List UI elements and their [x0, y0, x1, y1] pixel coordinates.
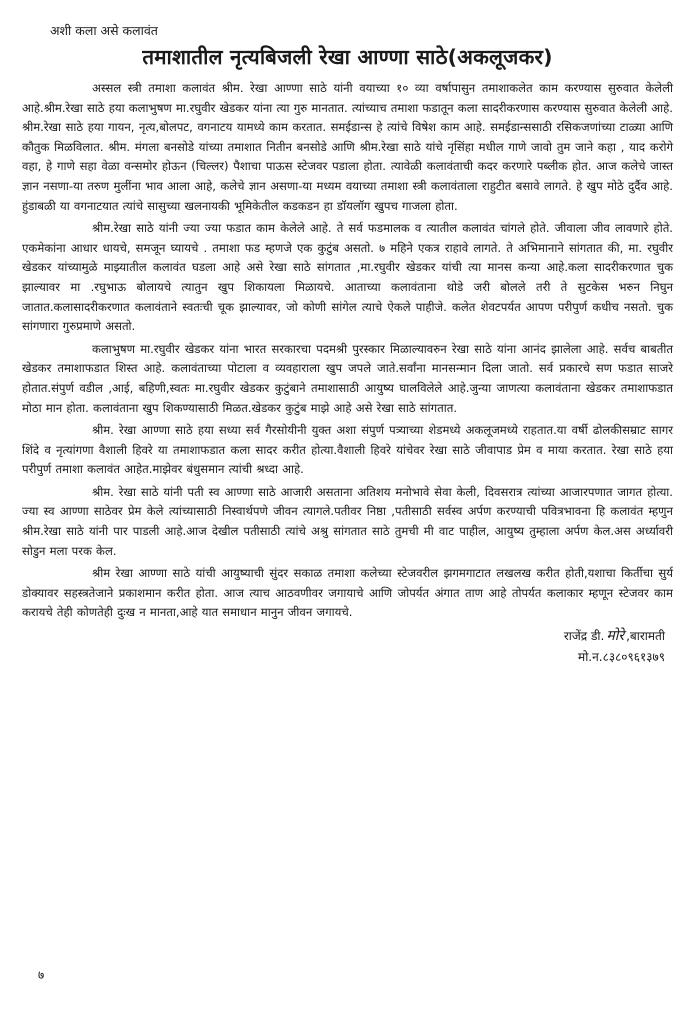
column-kicker: अशी कला असे कलावंत: [50, 23, 158, 38]
author-signature: [22, 626, 673, 668]
paragraph-5: श्रीम. रेखा साठे यांनी पती स्व आण्णा साठे आजारी असताना अतिशय मनोभावे सेवा केली, दिवसरात्र त्यांच्या आजारपणात जागत होत्या. ज्या स्व आण्णा साठेवर प्रेम केले त्यांच्यासाठी निस्वार्थपणे जीवन त्यागले.पतीवर निष्ठा ,पतीसाठी सर्वस्व अर्पण करण्याची पवित्रभावना हि कलावंत म्हणुन श्रीम.रेखा साठे यांनी पार पाडली आहे.आज देखील पतीसाठी त्यांचे अश्रु सांगतात साठे तुमची मी वाट पाहील, आयुष्य तुम्हाला अर्पण केल.अस अर्ध्यावरी सोडुन मला परक केल.: [22, 484, 673, 558]
handwritten-signature: मोरे: [606, 628, 625, 645]
page-number: ७: [38, 968, 45, 982]
author-name-line: [22, 626, 665, 647]
paragraph-1: अस्सल स्त्री तमाशा कलावंत श्रीम. रेखा आण्णा साठे यांनी वयाच्या १० व्या वर्षापासुन तमाशाकलेत काम करण्यास सुरुवात केलेली आहे.श्रीम.रेखा साठे हया कलाभुषण मा.रघुवीर खेडकर यांना त्या गुरु मानतात. त्यांच्याच तमाशा फडातून कला सादरीकरणास करण्यास सुरुवात केलेली आहे. श्रीम.रेखा साठे हया गायन, नृत्य,बोलपट, वगनाटय यामध्ये काम करतात. समईडान्स हे त्यांचे विषेश काम आहे. समईडान्ससाठी रसिकजणांच्या टाळ्या आणि कौतुक मिळविलात. श्रीम. मंगला बनसोडे यांच्या तमाशात नितीन बनसोडे आणि श्रीम.रेखा साठे यांचे नृसिंहा मधील गाणे जावो तुम जाने कहा , याद करोगे वहा, हे गाणे सहा वेळा वन्समोर होऊन (चिल्लर) पैशाचा पाऊस स्टेजवर पडाला होता. त्यावेळी कलावंताची कदर करणारे पब्लीक होत. आज कलेचे जास्त ज्ञान नसणा-या तरुण मुलींना भाव आला आहे, कलेचे ज्ञान असणा-या मध्यम वयाच्या तमाशा स्त्री कलावंताला राहुटीत बसावे लागते. हे खुप मोठे दुर्दैव आहे. हुंडाबळी या वगनाटयात त्यांचे सासुच्या खलनायकी भूमिकेतील कडकडन हा डॉयलॉग खुपच गाजला होता.: [22, 81, 673, 213]
author-name-prefix: राजेंद्र डी.: [563, 629, 605, 644]
paragraph-6: श्रीम रेखा आण्णा साठे यांची आयुष्याची सुंदर सकाळ तमाशा कलेच्या स्टेजवरील झगमगाटात लखलख करीत होती,यशाचा किर्तीचा सुर्य डोक्यावर सहस्त्रतेजाने प्रकाशमान करीत होता. आज त्याच आठवणीवर जगायाचे आणि जोपर्यत अंगात ताण आहे तोपर्यत कलाकार म्हणून स्टेजवर काम करायचे तेही कोणतेही दुःख न मानता,आहे यात समाधान मानुन जीवन जगायचे.: [22, 566, 673, 620]
paragraph-3: कलाभुषण मा.रघुवीर खेडकर यांना भारत सरकारचा पदमश्री पुरस्कार मिळाल्यावरुन रेखा साठे यांना आनंद झालेला आहे. सर्वच बाबतीत खेडकर तमाशाफडात शिस्त आहे. कलावंताच्या पोटाला व व्यवहाराला खुप जपले जाते.सर्वांना मानसन्मान दिला जातो. सर्व प्रकारचे सण फडात साजरे होतात.संपुर्ण वडील ,आई, बहिणी,स्वतः मा.रघुवीर खेडकर कुटुंबाने तमाशासाठी आयुष्य घालविलेले आहे.जुन्या जाणत्या कलावंताना खेडकर तमाशाफडात मोठा मान होता. कलावंताना खुप शिकण्यासाठी मिळत.खेडकर कुटुंब माझे आहे असे रेखा साठे सांगतात.: [22, 341, 673, 415]
paragraph-2: श्रीम.रेखा साठे यांनी ज्या ज्या फडात काम केलेले आहे. ते सर्व फडमालक व त्यातील कलावंत चांगले होते. जीवाला जीव लावणारे होते. एकमेकांना आधार धायचे, समजून घ्यायचे . तमाशा फड म्हणजे एक कुटुंब असतो. ७ महिने एकत्र राहावे लागते. ते अभिमानाने सांगतात की, मा. रघुवीर खेडकर यांच्यामुळे माझ्यातील कलावंत घडला आहे असे रेखा साठे सांगतात ,मा.रघुवीर खेडकर यांची त्या मानस कन्या आहे.कला सादरीकरणात चुक झाल्यावर मा .रघुभाऊ बोलायचे त्यातुन खुप शिकायला मिळायचे. आताच्या कलावंताना थोडे जरी बोलले तरी ते सुटकेस भरुन निघुन जातात.कलासादरीकरणात कलावंताने स्वतःची चूक झाल्यावर, जो कोणी सांगेल त्याचे ऐकले पाहीजे. कलेत शेवटपर्यत आपण परीपुर्ण कधीच नसतो. चुक सांगणारा गुरुप्रमाणे असतो.: [22, 221, 673, 334]
author-location: ,बारामती: [626, 629, 665, 644]
paragraph-4: श्रीम. रेखा आण्णा साठे हया सध्या सर्व गैरसोयीनी युक्त अशा संपुर्ण पत्र्याच्या शेडमध्ये अकलूजमध्ये राहतात.या वर्षी ढोलकीसम्राट सागर शिंदे व नृत्यांगणा वैशाली हिवरे या तमाशाफडात कला सादर करीत होत्या.वैशाली हिवरे यांचेवर रेखा साठे जीवापाड प्रेम व माया करतात. रेखा साठे हया परीपुर्ण तमाशा कलावंत आहेत.माझेवर बंधुसमान त्यांची श्रध्दा आहे.: [22, 423, 673, 477]
author-phone: मो.न.८३८०९६१३७९: [578, 650, 665, 665]
article-title: तमाशातील नृत्यबिजली रेखा आण्णा साठे(अकलूजकर): [142, 45, 553, 69]
